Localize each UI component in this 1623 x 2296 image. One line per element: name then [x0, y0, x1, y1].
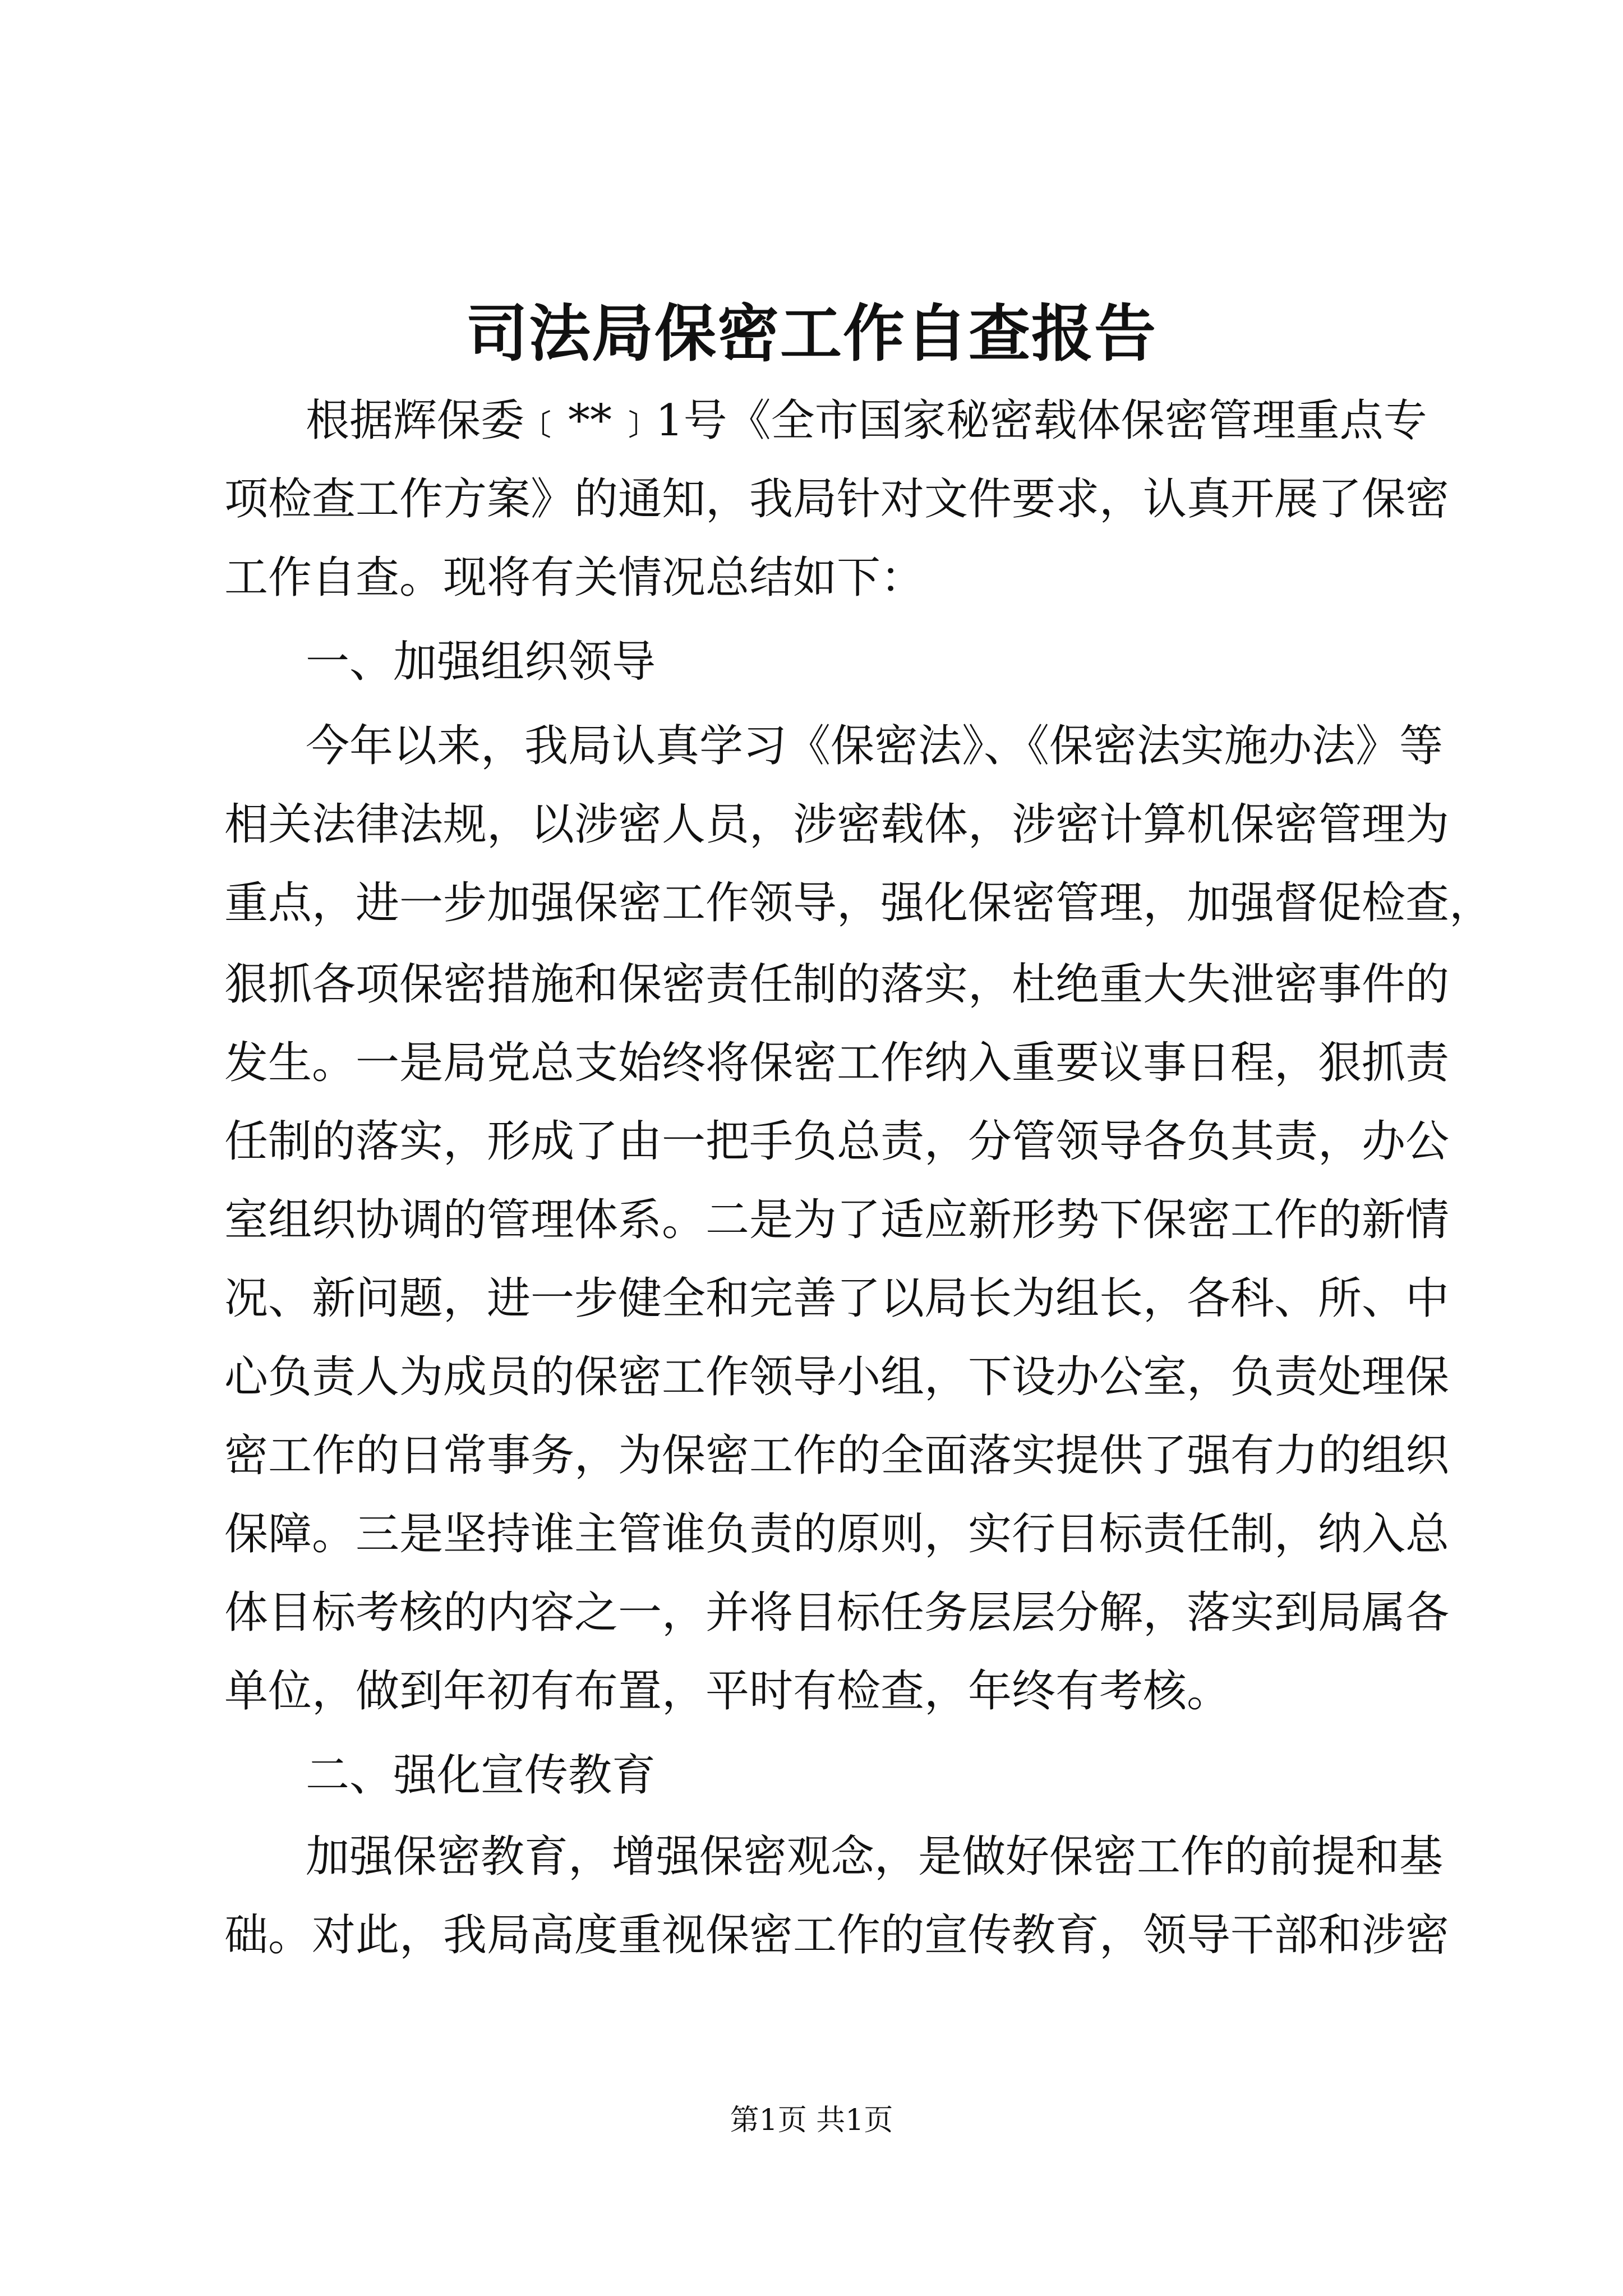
section-heading: 一、加强组织领导	[306, 637, 656, 687]
document-title: 司法局保密工作自查报告	[466, 297, 1157, 370]
body-line: 单位，做到年初有布置，平时有检查，年终有考核。	[224, 1666, 1231, 1717]
body-line: 重点，进一步加强保密工作领导，强化保密管理，加强督促检查，	[224, 878, 1493, 928]
body-line: 加强保密教育，增强保密观念，是做好保密工作的前提和基	[306, 1832, 1444, 1882]
body-line: 保障。三是坚持谁主管谁负责的原则，实行目标责任制，纳入总	[224, 1509, 1450, 1559]
body-line: 室组织协调的管理体系。二是为了适应新形势下保密工作的新情	[224, 1195, 1450, 1245]
body-line: 体目标考核的内容之一，并将目标任务层层分解，落实到局属各	[224, 1588, 1450, 1638]
body-line: 根据辉保委﹝**﹞1号《全市国家秘密载体保密管理重点专	[306, 395, 1427, 446]
body-line: 今年以来，我局认真学习《保密法》、《保密法实施办法》等	[306, 721, 1444, 771]
body-line: 工作自查。现将有关情况总结如下：	[224, 553, 925, 603]
body-line: 项检查工作方案》的通知，我局针对文件要求，认真开展了保密	[224, 474, 1450, 524]
section-heading: 二、强化宣传教育	[306, 1750, 656, 1801]
body-line: 础。对此，我局高度重视保密工作的宣传教育，领导干部和涉密	[224, 1910, 1450, 1961]
body-line: 心负责人为成员的保密工作领导小组，下设办公室，负责处理保	[224, 1352, 1450, 1402]
body-line: 发生。一是局党总支始终将保密工作纳入重要议事日程，狠抓责	[224, 1038, 1450, 1088]
body-line: 密工作的日常事务，为保密工作的全面落实提供了强有力的组织	[224, 1430, 1450, 1481]
page-number-footer: 第1页 共1页	[730, 2104, 893, 2137]
body-line: 相关法律法规，以涉密人员，涉密载体，涉密计算机保密管理为	[224, 799, 1450, 850]
body-line: 况、新问题，进一步健全和完善了以局长为组长，各科、所、中	[224, 1273, 1450, 1324]
body-line: 任制的落实，形成了由一把手负总责，分管领导各负其责，办公	[224, 1116, 1450, 1167]
body-line: 狠抓各项保密措施和保密责任制的落实，杜绝重大失泄密事件的	[224, 959, 1450, 1010]
